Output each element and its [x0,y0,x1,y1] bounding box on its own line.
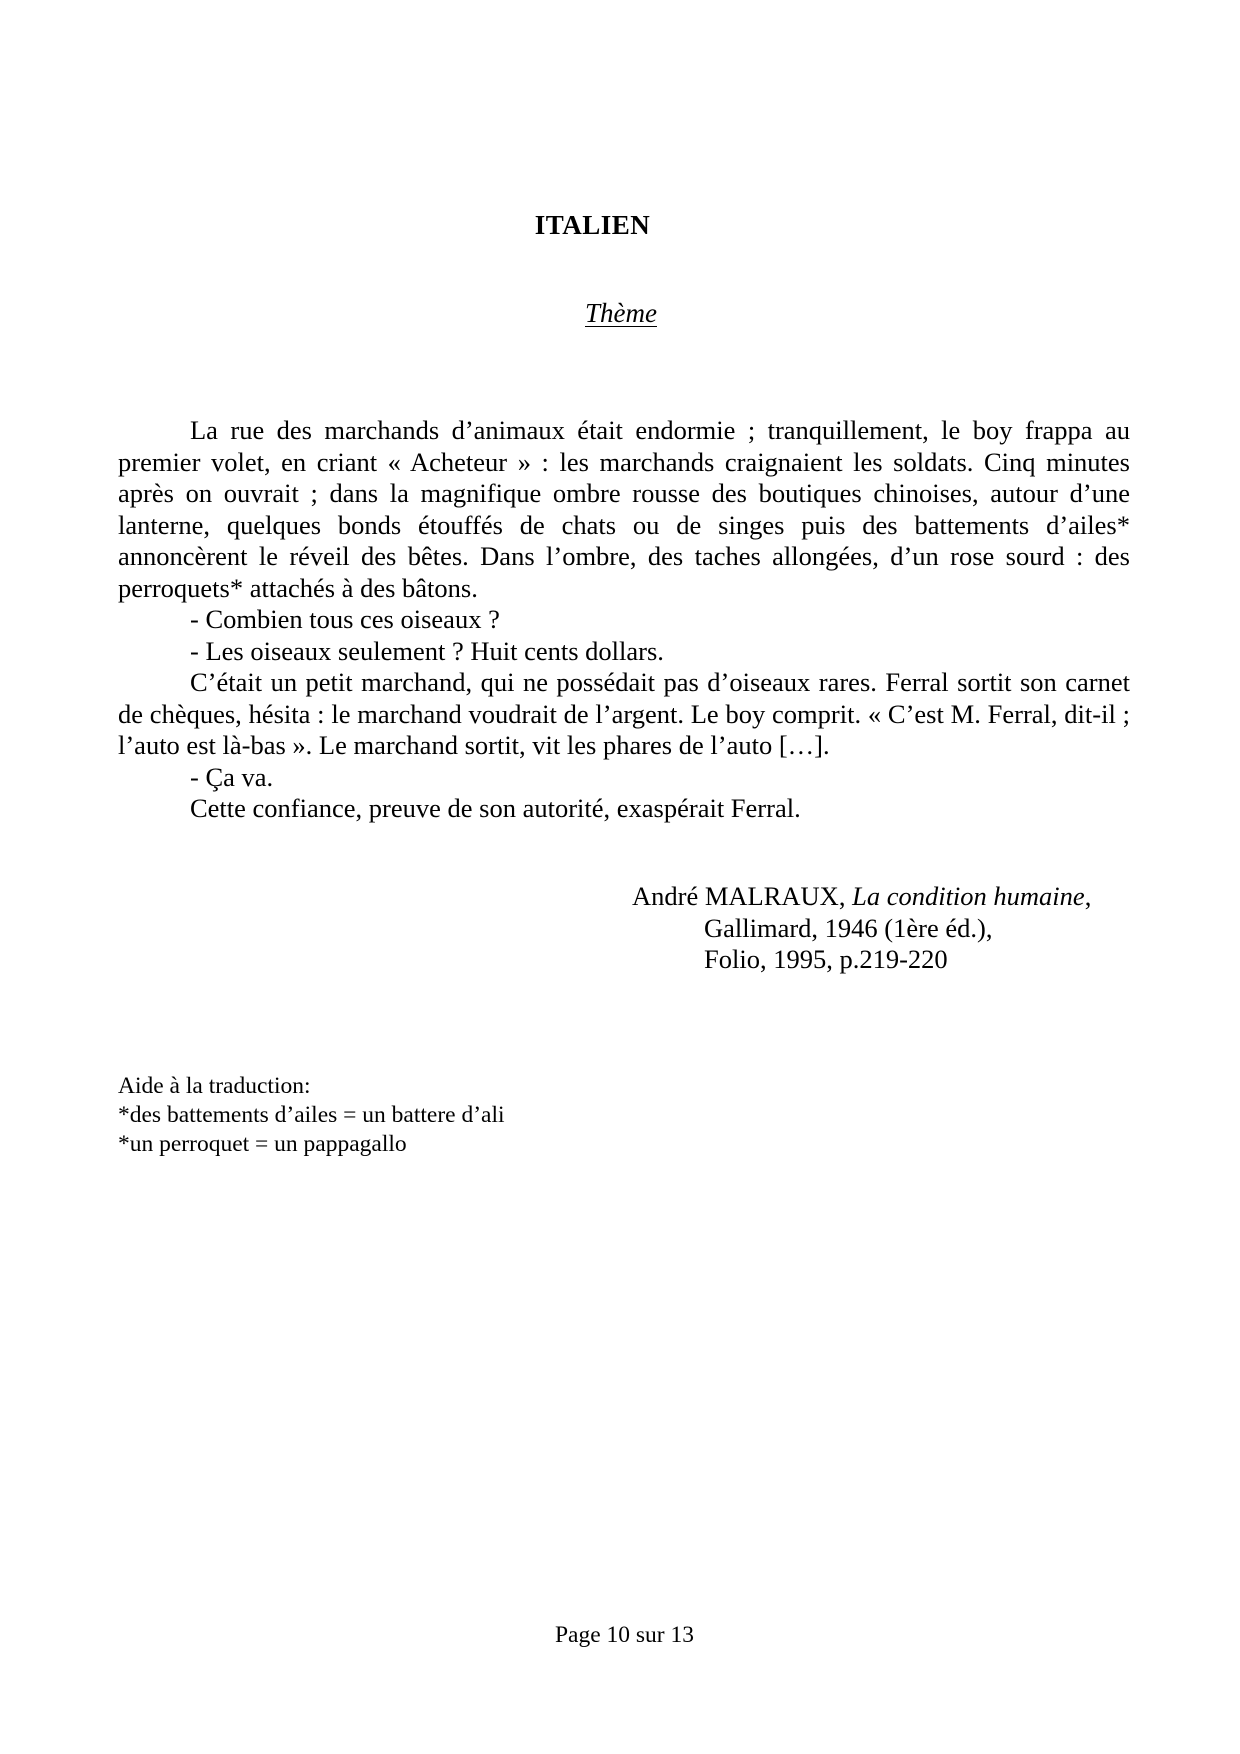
source-edition-1: Gallimard, 1946 (1ère éd.), [704,912,993,943]
passage-paragraph: C’était un petit marchand, qui ne possédait pas d’oiseaux rares. Ferral sortit son carnet de chèques, hésita : le marchand voudrait de l’argent. Le boy comprit. « C’est M. Ferral, dit-il ; l’auto est là-bas ». Le marchand sortit, vit les phares de l’auto […]. [118,667,1130,760]
source-comma: , [1084,881,1092,911]
section-title: Thème [585,298,657,328]
source-work-title: La condition humaine [852,881,1085,911]
passage-dialogue-line: - Les oiseaux seulement ? Huit cents dollars. [190,635,664,666]
translation-aid [118,1072,505,1159]
passage-paragraph: Cette confiance, preuve de son autorité, exaspérait Ferral. [190,793,801,823]
source-edition-2: Folio, 1995, p.219-220 [704,944,948,974]
passage-paragraph: La rue des marchands d’animaux était endormie ; tranquillement, le boy frappa au premier volet, en criant « Acheteur » : les marchands craignaient les soldats. Cinq minutes après on ouvrait ; dans la magnifique ombre rousse des boutiques chinoises, autour d’une lanterne, quelques bonds étouffés de chats ou de singes puis des battements d’ailes* annoncèrent le réveil des bêtes. Dans l’ombre, des taches allongées, d’un rose sourd : des perroquets* attachés à des bâtons. [118,415,1130,603]
subject-title: ITALIEN [534,210,651,240]
source-author: André MALRAUX, [632,881,846,911]
page-number: Page 10 sur 13 [554,1622,695,1648]
translation-aid-heading: Aide à la traduction: [118,1073,311,1099]
translation-aid-item: *un perroquet = un pappagallo [118,1131,407,1157]
source-author-line [632,881,1091,913]
passage-dialogue-line: - Ça va. [190,761,274,792]
translation-aid-item: *des battements d’ailes = un battere d’ali [118,1102,505,1128]
source-citation [632,881,1091,976]
passage-dialogue-line: - Combien tous ces oiseaux ? [190,604,500,634]
passage-text [118,415,1130,825]
